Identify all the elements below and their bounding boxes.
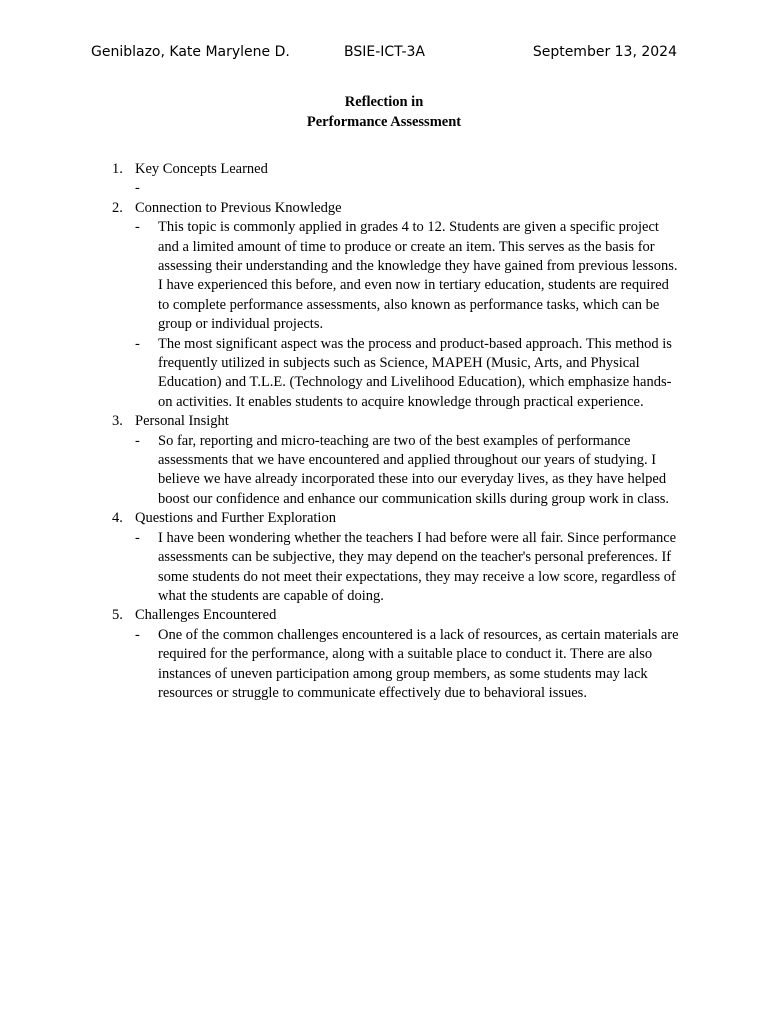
- bullet-list: [135, 432, 682, 510]
- document-date: September 13, 2024: [532, 44, 677, 60]
- bullet-item: [135, 335, 682, 413]
- bullet-marker: -: [135, 432, 140, 449]
- document-title: [0, 93, 768, 132]
- bullet-marker: -: [135, 529, 140, 546]
- section-number: 5.: [112, 607, 123, 624]
- title-line-1: Reflection in: [344, 94, 424, 110]
- bullet-marker: -: [135, 626, 140, 643]
- section-item: [112, 160, 682, 199]
- section-title: Challenges Encountered: [135, 607, 277, 624]
- bullet-item: [135, 626, 682, 704]
- section-item: [112, 412, 682, 509]
- title-line-2: Performance Assessment: [306, 113, 462, 130]
- bullet-text: I have been wondering whether the teachers I had before were all fair. Since performance assessments can be subjective, they may depend on the teacher's personal preferences. If some students do not meet their expectations, they may receive a low score, regardless of what the students are capable of doing.: [158, 529, 677, 604]
- bullet-list: [135, 218, 682, 412]
- bullet-item: [135, 432, 682, 510]
- bullet-list: [135, 626, 682, 704]
- section-title: Key Concepts Learned: [135, 161, 268, 177]
- section-item: [112, 509, 682, 606]
- section-number: 3.: [112, 413, 123, 430]
- bullet-text: The most significant aspect was the process and product-based approach. This method is frequently utilized in subjects such as Science, MAPEH (Music, Arts, and Physical Education) and T.L.E. (Technology and Livelihood Education), which emphasize hands-on activities. It enables students to acquire knowledge through practical experience.: [158, 335, 672, 410]
- section-title: Personal Insight: [135, 413, 229, 430]
- bullet-text: So far, reporting and micro-teaching are two of the best examples of performance assessments that we have encountered and applied throughout our years of studying. I believe we have already incorporated these into our everyday lives, as they have helped boost our confidence and enhance our communication skills during group work in class.: [158, 432, 670, 507]
- bullet-item: [135, 529, 682, 607]
- bullet-marker: -: [135, 219, 140, 236]
- course-section: BSIE-ICT-3A: [344, 44, 425, 60]
- document-body: [112, 160, 682, 703]
- bullet-marker: -: [135, 335, 140, 352]
- section-list: [112, 160, 682, 703]
- empty-bullet-marker: -: [135, 180, 140, 197]
- section-item: [112, 606, 682, 703]
- bullet-text: One of the common challenges encountered is a lack of resources, as certain materials are required for the performance, along with a suitable place to conduct it. There are also instances of uneven participation among group members, as some students may lack resources or struggle to communicate effectively due to behavioral issues.: [158, 626, 679, 701]
- student-name: Geniblazo, Kate Marylene D.: [91, 44, 290, 60]
- section-title: Connection to Previous Knowledge: [135, 199, 342, 216]
- bullet-text: This topic is commonly applied in grades 4 to 12. Students are given a specific project and a limited amount of time to produce or create an item. This serves as the basis for assessing their understanding and the knowledge they have gained from previous lessons. I have experienced this before, and even now in tertiary education, students are required to complete performance assessments, also known as performance tasks, which can be group or individual projects.: [158, 219, 678, 333]
- section-number: 4.: [112, 510, 123, 527]
- bullet-item: [135, 218, 682, 334]
- section-title: Questions and Further Exploration: [135, 510, 336, 527]
- section-number: 2.: [112, 199, 123, 216]
- document-header: [0, 44, 768, 64]
- bullet-list: [135, 529, 682, 607]
- section-number: 1.: [112, 161, 123, 177]
- section-item: [112, 199, 682, 412]
